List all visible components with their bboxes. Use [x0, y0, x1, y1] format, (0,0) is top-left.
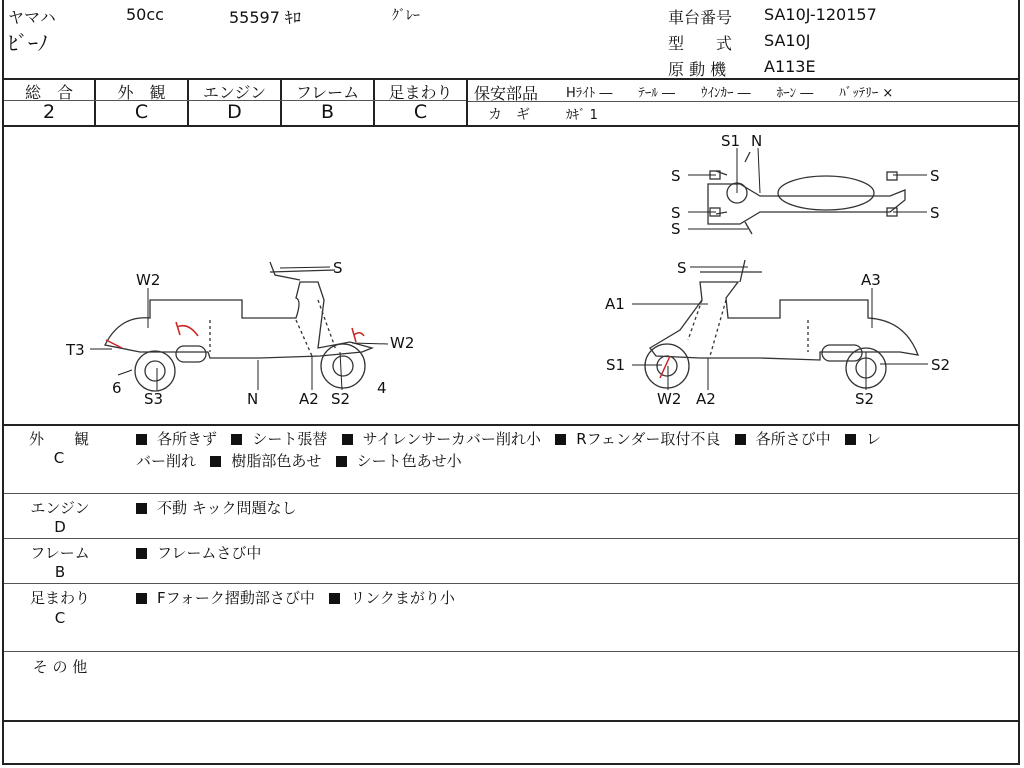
grade-exterior: C	[134, 101, 149, 123]
section-grade-suspension: C	[54, 609, 66, 627]
label-s: S	[333, 259, 343, 277]
safety-label: 保安部品	[474, 84, 539, 103]
label-a3: A3	[861, 271, 881, 289]
label-6: 6	[112, 379, 122, 397]
divider	[2, 424, 1020, 426]
label-a2: A2	[696, 390, 716, 408]
section-grade-engine: D	[54, 518, 66, 536]
label-a2: A2	[299, 390, 319, 408]
divider	[4, 538, 1018, 539]
label-a1: A1	[605, 295, 625, 313]
label-s2: S2	[331, 390, 351, 408]
damage-diagram	[0, 126, 1024, 424]
label-leaders	[90, 148, 928, 390]
label-s1: S1	[721, 132, 741, 150]
label-s: S	[671, 220, 681, 238]
divider	[468, 101, 1018, 102]
label-s2: S2	[855, 390, 875, 408]
grade-title-engine: エンジン	[202, 83, 267, 102]
type-value: SA10J	[764, 31, 811, 50]
section-grade-exterior: C	[53, 449, 65, 467]
section-grade-frame: B	[54, 563, 66, 581]
grade-title-overall: 総 合	[24, 83, 73, 102]
key-value: ｶｷﾞ 1	[566, 108, 598, 123]
label-s3: S3	[144, 390, 164, 408]
label-s2: S2	[931, 356, 951, 374]
grade-title-frame: フレーム	[295, 83, 360, 102]
type-label: 型 式	[668, 34, 733, 53]
engine-notes: 不動 キック問題なし	[136, 497, 296, 518]
label-n: N	[751, 132, 763, 150]
grade-frame: B	[320, 101, 335, 123]
maker: ヤマハ	[8, 8, 56, 27]
key-label: カ ギ	[488, 107, 530, 123]
damage-marks	[106, 322, 670, 378]
color: ｸﾞﾚｰ	[392, 8, 420, 24]
section-title-exterior: 外 観	[28, 430, 89, 448]
label-t3: T3	[66, 341, 85, 359]
grade-suspension: C	[413, 101, 428, 123]
scooter-top-view	[708, 152, 905, 234]
section-title-frame: フレーム	[30, 544, 90, 562]
exterior-notes-line1: 各所きず シート張替 サイレンサーカバー削れ小 Rフェンダー取付不良 各所さび中 レ	[136, 428, 881, 449]
label-s1: S1	[606, 356, 626, 374]
section-title-suspension: 足まわり	[29, 589, 90, 607]
label-w2: W2	[390, 334, 415, 352]
label-s: S	[677, 259, 687, 277]
frame-no-label: 車台番号	[668, 8, 733, 27]
displacement: 50cc	[126, 5, 164, 24]
model-name: ﾋﾞｰﾉ	[8, 31, 48, 55]
safety-items: Hﾗｲﾄ ― ﾃｰﾙ ― ｳｲﾝｶｰ ― ﾎｰﾝ ― ﾊﾞｯﾃﾘｰ ×	[566, 86, 894, 101]
grade-overall: 2	[42, 101, 56, 123]
engine-value: A113E	[764, 57, 816, 76]
label-s: S	[930, 167, 940, 185]
divider	[466, 79, 468, 125]
label-s: S	[671, 167, 681, 185]
grade-engine: D	[227, 101, 242, 123]
section-title-other: そ の 他	[32, 658, 88, 676]
grade-title-suspension: 足まわり	[388, 83, 453, 102]
label-w2: W2	[136, 271, 161, 289]
label-s: S	[671, 204, 681, 222]
divider	[4, 493, 1018, 494]
label-s: S	[930, 204, 940, 222]
divider	[4, 651, 1018, 652]
suspension-notes: Fフォーク摺動部さび中 リンクまがり小	[136, 587, 455, 608]
frame-no: SA10J-120157	[764, 5, 877, 24]
grade-title-exterior: 外 観	[117, 83, 166, 102]
mileage: 55597 ｷﾛ	[229, 8, 301, 27]
engine-label: 原 動 機	[668, 60, 727, 79]
section-title-engine: エンジン	[30, 499, 90, 517]
label-4: 4	[377, 379, 387, 397]
divider	[4, 583, 1018, 584]
exterior-notes-line2: バー削れ 樹脂部色あせ シート色あせ小	[136, 452, 462, 470]
label-w2: W2	[657, 390, 682, 408]
label-n: N	[247, 390, 259, 408]
divider	[2, 720, 1020, 722]
frame-notes: フレームさび中	[136, 542, 261, 563]
